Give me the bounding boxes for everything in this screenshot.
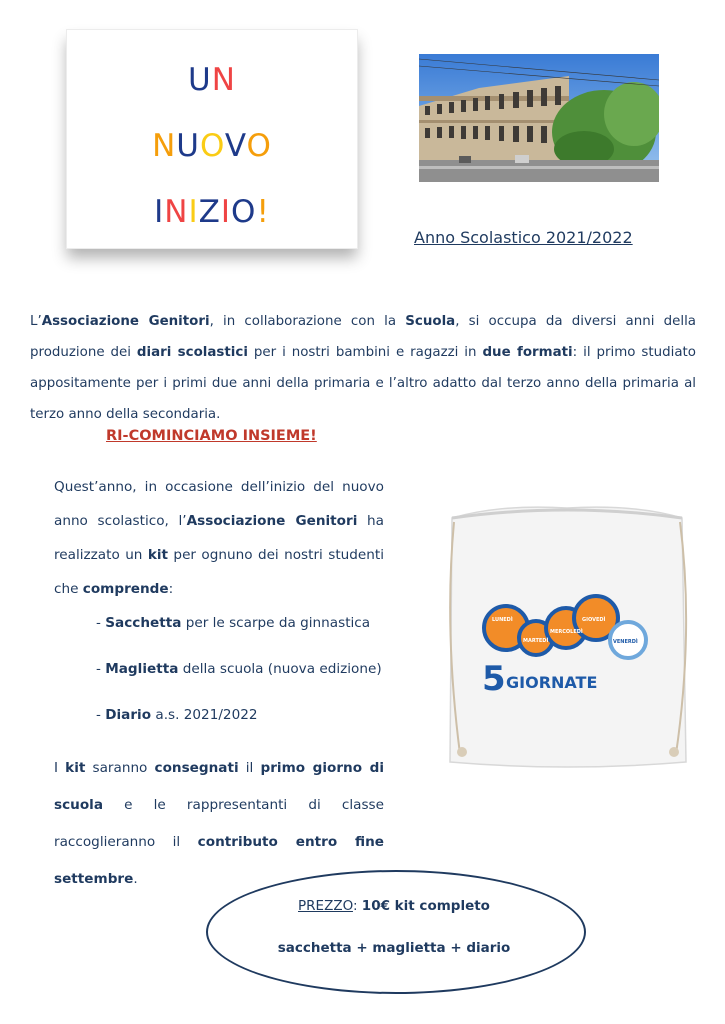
- list-item: - Sacchetta per le scarpe da ginnastica: [96, 615, 371, 631]
- title-letter: U: [176, 128, 200, 164]
- title-letter: Z: [198, 194, 221, 230]
- kit-paragraph: Quest’anno, in occasione dell’inizio del nuovo anno scolastico, l’Associazione Genitori ha realizzato un kit per ognuno dei nostri studenti che comprende:: [54, 479, 384, 597]
- logo-day: GIOVEDÌ: [582, 617, 606, 623]
- section-heading: RI-COMINCIAMO INSIEME!: [106, 428, 317, 444]
- title-letter: U: [188, 62, 212, 98]
- kit-contents-list: [96, 610, 416, 748]
- price-oval: [206, 870, 586, 994]
- title-letter: O: [199, 128, 225, 164]
- title-letter: N: [164, 194, 189, 230]
- logo-word: GIORNATE: [506, 673, 598, 692]
- list-item: - Maglietta della scuola (nuova edizione): [96, 661, 382, 677]
- title-letter: O: [231, 194, 257, 230]
- title-letter: I: [154, 194, 165, 230]
- logo-number: 5: [482, 659, 506, 699]
- intro-paragraph: L’Associazione Genitori, in collaborazione con la Scuola, si occupa da diversi anni della produzione dei diari scolastici per i nostri bambini e ragazzi in due formati: il primo studiato appositamente per i primi due anni della primaria e l’altro adatto dal terzo anno della primaria al terzo anno della secondaria.: [30, 314, 696, 422]
- closing-paragraph: I kit saranno consegnati il primo giorno di scuola e le rappresentanti di classe raccoglieranno il contributo entro fine settembre.: [54, 760, 384, 887]
- intro-bold: diari scolastici: [136, 345, 248, 360]
- school-building-photo: [419, 54, 659, 182]
- title-letter: I: [220, 194, 232, 230]
- title-letter: N: [152, 128, 177, 164]
- title-letter: !: [256, 194, 270, 230]
- title-card: [67, 30, 357, 248]
- drawstring-bag-image: [430, 490, 705, 780]
- logo-day: MERCOLEDÌ: [550, 629, 583, 635]
- title-line-3: [67, 194, 357, 230]
- price-value: 10€ kit completo: [361, 898, 490, 914]
- school-year-label: Anno Scolastico 2021/2022: [414, 228, 633, 247]
- logo-day: VENERDÌ: [613, 639, 638, 645]
- title-letter: I: [188, 194, 199, 230]
- price-line: PREZZO: 10€ kit completo: [298, 898, 490, 914]
- title-letter: N: [211, 62, 236, 98]
- logo-day: LUNEDÌ: [492, 617, 513, 623]
- title-letter: O: [246, 128, 272, 164]
- title-line-2: [67, 128, 357, 164]
- intro-bold: Associazione Genitori: [41, 314, 210, 329]
- title-line-1: [67, 62, 357, 98]
- title-letter: V: [224, 128, 247, 164]
- intro-bold: due formati: [482, 345, 573, 360]
- list-item: - Diario a.s. 2021/2022: [96, 707, 258, 723]
- intro-bold: Scuola: [405, 314, 456, 329]
- logo-day: MARTEDÌ: [523, 638, 549, 644]
- price-label: PREZZO: [298, 898, 353, 914]
- price-details: sacchetta + maglietta + diario: [277, 940, 511, 956]
